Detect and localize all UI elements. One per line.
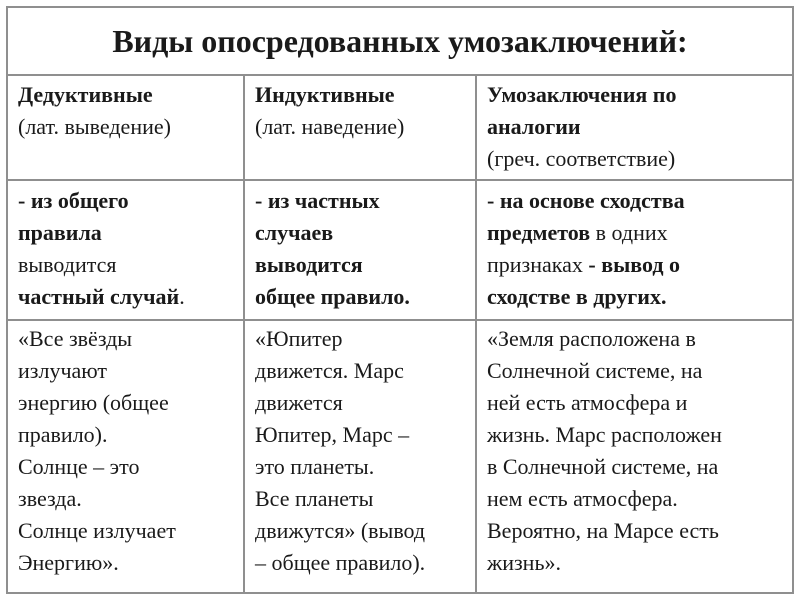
analogy-example-line: жизнь. Марс расположен (487, 422, 722, 447)
inference-types-table (6, 6, 794, 594)
deductive-def-line4-end: . (179, 284, 185, 309)
analogy-example-line: нем есть атмосфера. (487, 486, 678, 511)
table-title: Виды опосредованных умозаключений: (8, 8, 792, 76)
analogy-example-line: Вероятно, на Марсе есть (487, 518, 719, 543)
deductive-definition-cell (8, 180, 244, 320)
analogy-def-line4: сходстве в других. (487, 284, 667, 309)
header-row (8, 76, 792, 180)
analogy-example-line: Солнечной системе, на (487, 358, 703, 383)
analogy-def-line1: - на основе сходства (487, 188, 685, 213)
inductive-def-line1: - из частных (255, 188, 380, 213)
deductive-def-line1: - из общего (18, 188, 129, 213)
inductive-def-line3: выводится (255, 252, 363, 277)
inductive-def-line4: общее правило. (255, 284, 410, 309)
inductive-etymology: (лат. наведение) (255, 114, 405, 139)
definition-row (8, 180, 792, 320)
analogy-def-line3 (487, 249, 782, 281)
inductive-example-line: движется. Марс (255, 358, 404, 383)
deductive-def-line2: правила (18, 220, 102, 245)
analogy-name-line1: Умозаключения по (487, 82, 677, 107)
analogy-example-line: жизнь». (487, 550, 561, 575)
analogy-def-line2 (487, 217, 782, 249)
analogy-example-cell (476, 320, 792, 594)
example-row (8, 320, 792, 594)
deductive-example-line: правило). (18, 422, 108, 447)
inductive-example-line: «Юпитер (255, 326, 343, 351)
deductive-def-line4 (18, 281, 233, 313)
analogy-header-cell (476, 76, 792, 180)
analogy-definition-cell (476, 180, 792, 320)
deductive-example-line: энергию (общее (18, 390, 169, 415)
analogy-def-line3-rest: признаках (487, 252, 589, 277)
inductive-header-cell (244, 76, 476, 180)
inductive-example-line: это планеты. (255, 454, 375, 479)
inductive-example-line: Все планеты (255, 486, 374, 511)
deductive-example-line: звезда. (18, 486, 82, 511)
analogy-example-line: «Земля расположена в (487, 326, 696, 351)
deductive-example-line: Солнце излучает (18, 518, 176, 543)
analogy-example-line: ней есть атмосфера и (487, 390, 688, 415)
deductive-def-line3: выводится (18, 252, 117, 277)
analogy-def-line2-rest: в одних (590, 220, 668, 245)
deductive-header-cell (8, 76, 244, 180)
deductive-etymology: (лат. выведение) (18, 114, 171, 139)
analogy-def-line3-bold: - вывод о (588, 252, 681, 277)
analogy-name-line2: аналогии (487, 114, 581, 139)
analogy-example-line: в Солнечной системе, на (487, 454, 719, 479)
inductive-example-line: движутся» (вывод (255, 518, 426, 543)
inductive-example-line: – общее правило). (255, 550, 426, 575)
inductive-example-line: Юпитер, Марс – (255, 422, 410, 447)
inference-grid (8, 76, 792, 594)
inductive-def-line2: случаев (255, 220, 334, 245)
deductive-example-line: Солнце – это (18, 454, 140, 479)
inductive-example-line: движется (255, 390, 343, 415)
deductive-example-line: «Все звёзды (18, 326, 133, 351)
inductive-name: Индуктивные (255, 82, 395, 107)
deductive-example-line: Энергию». (18, 550, 119, 575)
deductive-example-cell (8, 320, 244, 594)
inductive-example-cell (244, 320, 476, 594)
deductive-example-line: излучают (18, 358, 108, 383)
analogy-etymology: (греч. соответствие) (487, 146, 676, 171)
analogy-def-line2-bold: предметов (487, 220, 591, 245)
inductive-definition-cell (244, 180, 476, 320)
deductive-def-line4-bold: частный случай (18, 284, 180, 309)
deductive-name: Дедуктивные (18, 82, 153, 107)
